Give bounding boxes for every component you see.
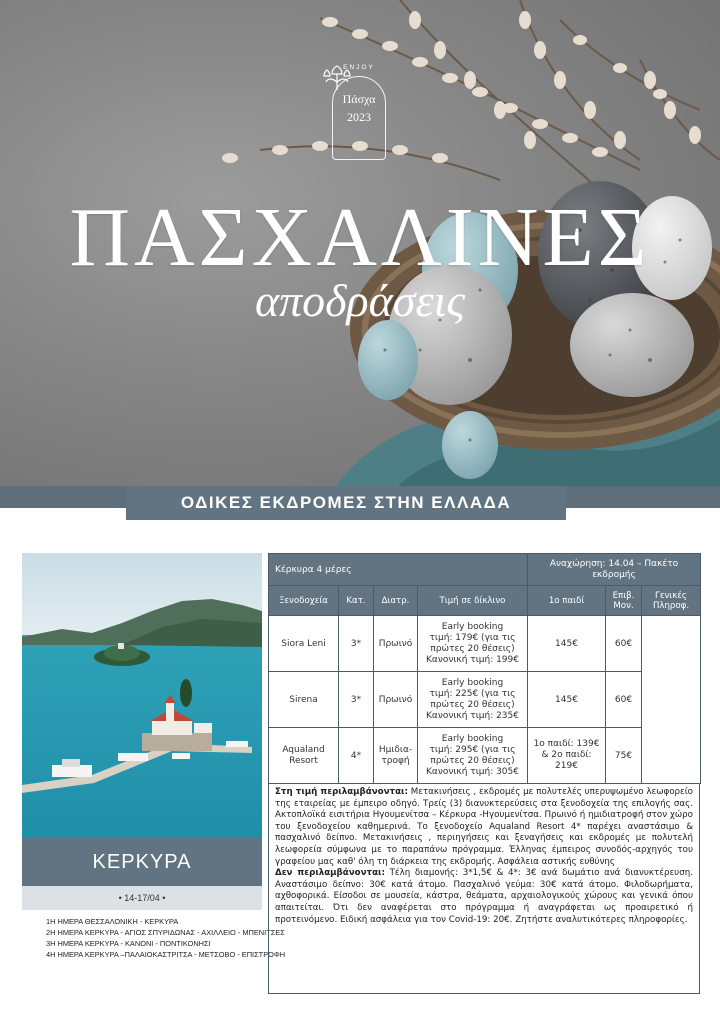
col-hotels: Ξενοδοχεία [269, 586, 339, 616]
child-price-line: 1ο παιδί: 139€ [533, 739, 600, 749]
table-row [269, 672, 701, 728]
col-single-supplement: Επιβ. Μον. [606, 586, 642, 616]
price-line: πρώτες 20 θέσεις) [430, 755, 515, 766]
double-price [418, 616, 528, 672]
hotel-category: 4* [339, 728, 374, 784]
child-price [528, 728, 606, 784]
itinerary-list [46, 916, 286, 960]
col-category: Κατ. [339, 586, 374, 616]
child-price-line: 219€ [555, 761, 578, 771]
badge-top-text: ENJOY [343, 64, 375, 71]
itinerary-day-4: 4Η ΗΜΕΡΑ ΚΕΡΚΥΡΑ –ΠΑΛΑΙΟΚΑΣΤΡΙΤΣΑ - ΜΕΤΣΟΒΟ - ΕΠΙΣΤΡΟΦΗ [46, 950, 286, 959]
included-text: Μετακινήσεις , εκδρομές με πολυτελές υπερυψωμένο λεωφορείο της εταιρείας με έμπειρο οδηγό. Τρείς (3) διανυκτερεύσεις στα ξενοδοχεία της επιλογής σας. Ακτοπλοϊκά εισιτήρια Ηγουμενίτσα – Κέρκυρα -Ηγουμενίτσα. Πρωινό ή ημιδιατροφή στον χώρο του ξενοδοχείου καθημερινά. Το ξενοδοχείο Aqualand Resort 4* παρέχει αναστάσιμο & πασχαλινό δείπνο. Μετακινήσεις , περιηγήσεις και ξεναγήσεις και εκδρομές με πολυτελή λεωφορεία σύμφωνα με το παραπάνω πρόγραμμα. Έλληνας έμπειρος συνοδός-αρχηγός του γραφείου μας καθ' όλη τη διάρκεια της εκδρομής. Ασφάλεια αστικής ευθύνης [275, 787, 693, 867]
destination-name: ΚΕΡΚΥΡΑ [22, 838, 262, 886]
table-row [269, 728, 701, 784]
itinerary-day-2: 2Η ΗΜΕΡΑ ΚΕΡΚΥΡΑ - ΑΓΙΟΣ ΣΠΥΡΙΔΩΝΑΣ - ΑΧΙΛΛΕΙΟ - ΜΠΕΝΙΤΣΕΣ [46, 928, 285, 937]
single-supplement: 75€ [606, 728, 642, 784]
badge-line2: 2023 [347, 110, 371, 124]
double-price [418, 728, 528, 784]
hotel-board [374, 728, 418, 784]
col-general-info: Γενικές Πληροφ. [642, 586, 701, 616]
table-title-cell [269, 554, 528, 586]
hotel-category: 3* [339, 616, 374, 672]
included-label: Στη τιμή περιλαμβάνονται: [275, 787, 408, 797]
hotel-category: 3* [339, 672, 374, 728]
badge-line1: Πάσχα [342, 92, 376, 106]
price-line: Early booking [441, 677, 504, 688]
col-double-price: Τιμή σε δίκλινο [418, 586, 528, 616]
price-line: πρώτες 20 θέσεις) [430, 643, 515, 654]
price-line: τιμή: 179€ (για τις [429, 632, 516, 643]
table-title-place: Κέρκυρα [275, 564, 314, 575]
table-title-row [269, 554, 701, 586]
price-line: Κανονική τιμή: 199€ [425, 654, 519, 665]
itinerary-day-1: 1Η ΗΜΕΡΑ ΘΕΣΣΑΛΟΝΙΚΗ - ΚΕΡΚΥΡΑ [46, 917, 179, 926]
corfu-photo [22, 553, 262, 838]
hero-image [0, 0, 720, 494]
hero-title: ΠΑΣΧΑΛΙΝΕΣ [69, 191, 651, 284]
hotel-name-line: Resort [289, 755, 318, 766]
table-header-row [269, 586, 701, 616]
price-table-wrapper [268, 553, 700, 784]
hotel-name-line: Aqualand [282, 744, 325, 755]
itinerary-day-3: 3Η ΗΜΕΡΑ ΚΕΡΚΥΡΑ - ΚΑΝΟΝΙ - ΠΟΝΤΙΚΟΝΗΣΙ [46, 939, 211, 948]
banner-left-gap [0, 508, 126, 522]
col-board: Διατρ. [374, 586, 418, 616]
price-line: Early booking [441, 621, 504, 632]
general-info-cell [642, 616, 701, 784]
table-row [269, 616, 701, 672]
single-supplement: 60€ [606, 616, 642, 672]
easter-2023-badge [320, 64, 398, 164]
price-line: Early booking [441, 733, 504, 744]
double-price [418, 672, 528, 728]
child-price: 145€ [528, 616, 606, 672]
section-banner: ΟΔΙΚΕΣ ΕΚΔΡΟΜΕΣ ΣΤΗΝ ΕΛΛΑΔΑ [126, 486, 566, 520]
price-line: τιμή: 225€ (για τις [429, 688, 516, 699]
board-line: τροφή [381, 755, 410, 766]
hotel-board: Πρωινό [374, 672, 418, 728]
banner-right-gap [566, 508, 720, 522]
price-table [268, 553, 701, 784]
tulip-icon [320, 64, 354, 90]
pontikonisi-photo-illustration [22, 553, 262, 838]
col-first-child: 1ο παιδί [528, 586, 606, 616]
single-supplement: 60€ [606, 672, 642, 728]
hotel-name: Siora Leni [269, 616, 339, 672]
child-price-line: & 2ο παιδί: [541, 750, 592, 760]
child-price: 145€ [528, 672, 606, 728]
board-line: Ημιδια- [378, 744, 413, 755]
hotel-name [269, 728, 339, 784]
table-title-days: 4 μέρες [316, 564, 352, 575]
destination-dates: • 14-17/04 • [22, 886, 262, 910]
hotel-name: Sirena [269, 672, 339, 728]
price-line: πρώτες 20 θέσεις) [430, 699, 515, 710]
hero-subtitle: αποδράσεις [254, 275, 466, 326]
excluded-label: Δεν περιλαμβάνονται: [275, 868, 385, 879]
excluded-text: Τέλη διαμονής: 3*1,5€ & 4*: 3€ ανά δωμάτιο ανά διανυκτέρευση. Αναστάσιμο δείπνο: 30€ κατά άτομο. Πασχαλινό γεύμα: 30€ κατά άτομο. Φιλοδωρήματα, αχθοφορικά. Είσοδοι σε μουσεία, κάστρα, θεάματα, αρχαιολογικούς χώρους και γενικά όπου απαιτείται. Ότι δεν αναφέρεται στο πρόγραμμα ή αναγράφεται ως προαιρετικό ή προτεινόμενο. Ειδική ασφάλεια για τον Covid-19: 20€. Ζητήστε αναλυτικότερες πληροφορίες. [275, 868, 693, 925]
price-line: Κανονική τιμή: 235€ [425, 710, 519, 721]
hotel-board: Πρωινό [374, 616, 418, 672]
package-notes [268, 784, 700, 994]
price-line: τιμή: 295€ (για τις [429, 744, 516, 755]
price-line: Κανονική τιμή: 305€ [425, 766, 519, 777]
table-departure: Αναχώρηση: 14.04 – Πακέτο εκδρομής [528, 554, 701, 586]
